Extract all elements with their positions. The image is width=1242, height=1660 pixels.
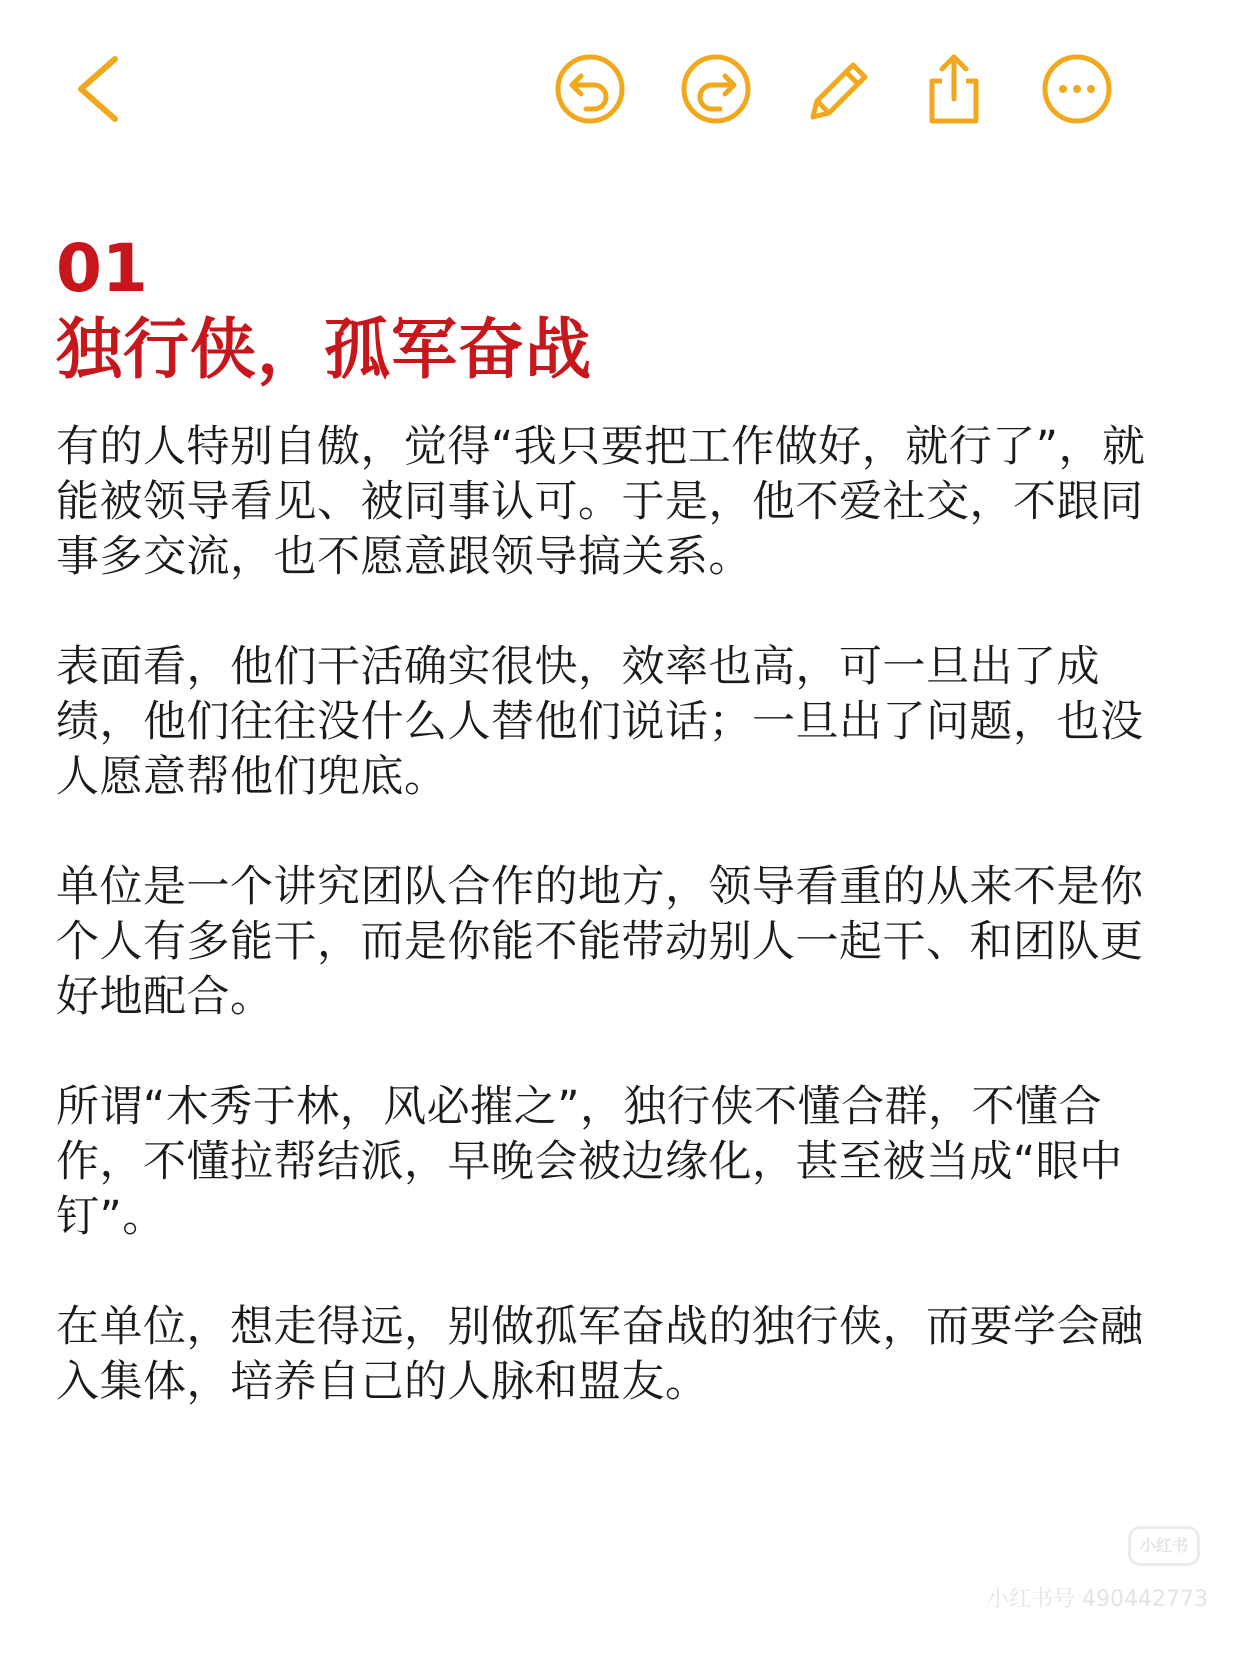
share-icon — [914, 49, 994, 129]
note-content[interactable] — [56, 230, 1176, 1465]
redo-button[interactable] — [671, 44, 761, 134]
section-number: 01 — [56, 230, 148, 307]
section-title: 独行侠，孤军奋战 — [56, 311, 592, 388]
undo-icon — [550, 49, 630, 129]
toolbar — [0, 0, 1242, 180]
paragraph: 在单位，想走得远，别做孤军奋战的独行侠，而要学会融入集体，培养自己的人脉和盟友。 — [56, 1302, 1144, 1407]
pencil-icon — [799, 49, 879, 129]
back-button[interactable] — [52, 44, 142, 134]
paragraph: 单位是一个讲究团队合作的地方，领导看重的从来不是你个人有多能干，而是你能不能带动别人一起干、和团队更好地配合。 — [56, 862, 1144, 1022]
share-button[interactable] — [909, 44, 999, 134]
ellipsis-icon — [1037, 49, 1117, 129]
chevron-left-icon — [57, 49, 137, 129]
watermark-logo: 小红书 — [1128, 1526, 1200, 1566]
more-button[interactable] — [1032, 44, 1122, 134]
watermark-id: 小红书号 490442773 — [987, 1587, 1208, 1612]
paragraph: 有的人特别自傲，觉得“我只要把工作做好，就行了”，就能被领导看见、被同事认可。于是，他不爱社交，不跟同事多交流，也不愿意跟领导搞关系。 — [56, 422, 1146, 582]
paragraph: 表面看，他们干活确实很快，效率也高，可一旦出了成绩，他们往往没什么人替他们说话；一旦出了问题，也没人愿意帮他们兜底。 — [56, 642, 1144, 802]
redo-icon — [676, 49, 756, 129]
edit-button[interactable] — [794, 44, 884, 134]
watermark — [948, 1522, 1208, 1632]
paragraph: 所谓“木秀于林，风必摧之”，独行侠不懂合群，不懂合作，不懂拉帮结派，早晚会被边缘化，甚至被当成“眼中钉”。 — [56, 1082, 1123, 1242]
undo-button[interactable] — [545, 44, 635, 134]
